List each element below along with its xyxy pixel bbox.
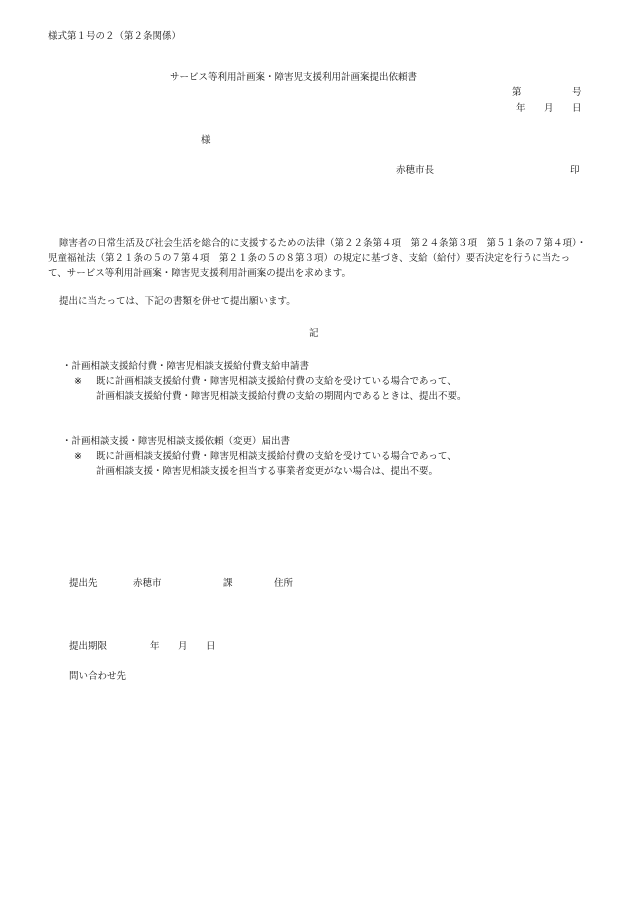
item-1-note-line-1: 既に計画相談支援給付費・障害児相談支援給付費の支給を受けている場合であって、 [96, 376, 457, 387]
deadline-month: 月 [178, 641, 188, 652]
date-day: 日 [572, 103, 582, 114]
item-1-title: ・計画相談支援給付費・障害児相談支援給付費支給申請書 [62, 361, 310, 372]
doc-number-suffix: 号 [572, 87, 582, 98]
item-2-mark: ※ [74, 451, 82, 462]
item-2-note-line-2: 計画相談支援・障害児相談支援を担当する事業者変更がない場合は、提出不要。 [96, 466, 439, 477]
deadline-day: 日 [206, 641, 216, 652]
address-label: 住所 [274, 578, 294, 589]
item-2-title: ・計画相談支援・障害児相談支援依頼（変更）届出書 [62, 436, 291, 447]
body-paragraph-2: 提出に当たっては、下記の書類を併せて提出願います。 [59, 296, 296, 307]
issuer-seal: 印 [570, 165, 580, 176]
date-month: 月 [544, 103, 554, 114]
item-1-mark: ※ [74, 376, 82, 387]
form-number: 様式第１号の２（第２条関係） [48, 31, 182, 42]
destination-city: 赤穂市 [133, 578, 162, 589]
document-title: サービス等利用計画案・障害児支援利用計画案提出依頼書 [170, 72, 418, 83]
body-paragraph-1: 障害者の日常生活及び社会生活を総合的に支援するための法律（第２２条第４項 第２４条第３項 第５１条の７第４項）・児童福祉法（第２１条の５の７第４項 第２１条の５の８第３項）の規定に基づき、支給（給付）要否決定を行うに当たって、サービス等利用計画案・障害児支援利用計画案の提出を求めます。 [48, 238, 587, 279]
item-2-note-line-1: 既に計画相談支援給付費・障害児相談支援給付費の支給を受けている場合であって、 [96, 451, 457, 462]
inquiry-label: 問い合わせ先 [69, 671, 127, 682]
deadline-label: 提出期限 [69, 641, 108, 652]
destination-section: 課 [223, 578, 233, 589]
item-1-note-line-2: 計画相談支援給付費・障害児相談支援給付費の支給の期間内であるときは、提出不要。 [96, 391, 467, 402]
deadline-year: 年 [150, 641, 160, 652]
ki-heading: 記 [309, 328, 319, 339]
doc-number-prefix: 第 [512, 87, 522, 98]
addressee-honorific: 様 [201, 135, 211, 146]
issuer-name: 赤穂市長 [396, 165, 435, 176]
destination-label: 提出先 [69, 578, 98, 589]
date-year: 年 [516, 103, 526, 114]
